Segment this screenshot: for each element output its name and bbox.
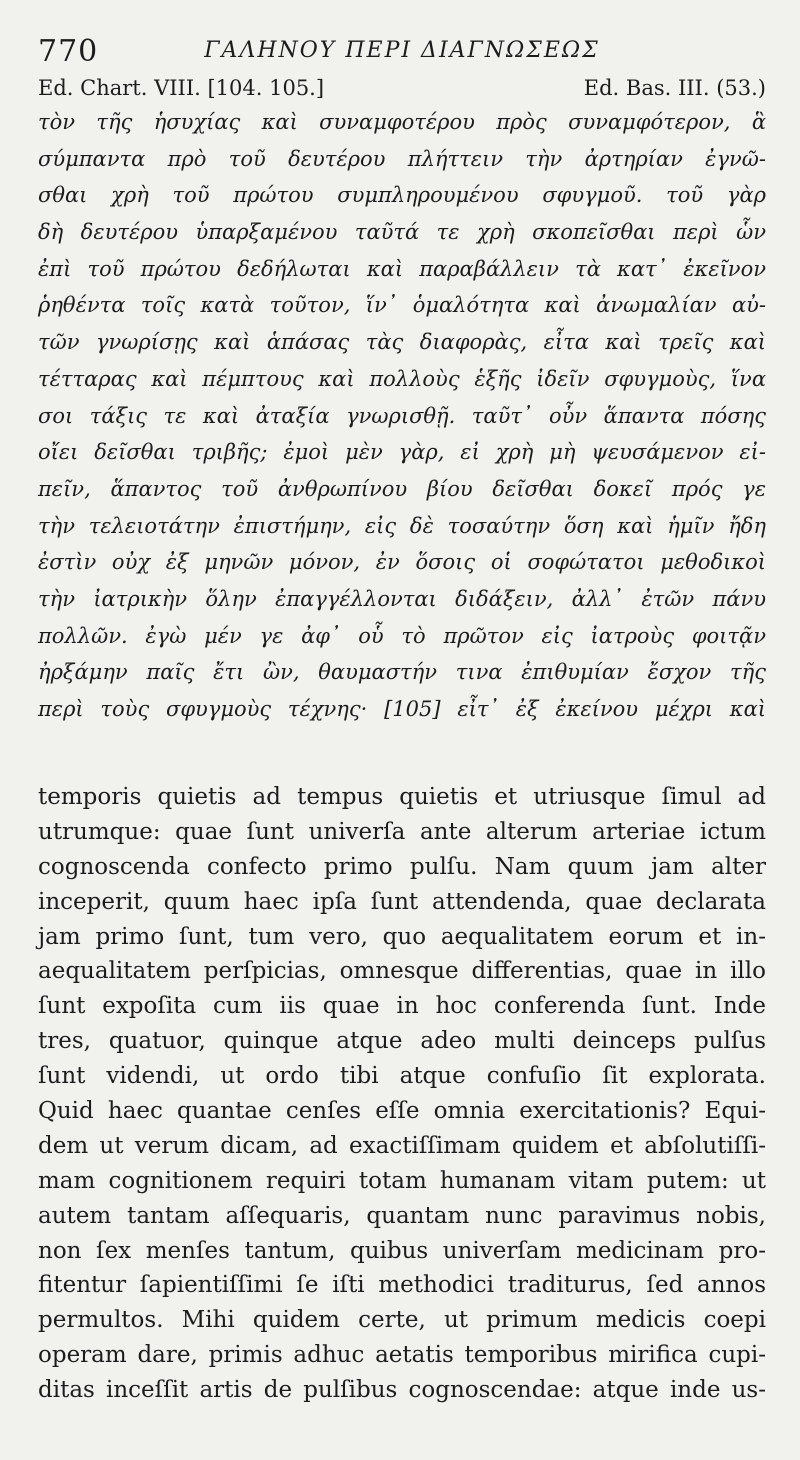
- edition-reference-basel: Ed. Bas. III. (53.): [583, 76, 766, 100]
- greek-text-line: ῥηθέντα τοῖς κατὰ τοῦτον, ἵν᾽ ὁμαλότητα καὶ ἀνωμαλίαν αὐ-: [38, 293, 766, 318]
- greek-text-line: περὶ τοὺς σφυγμοὺς τέχνης· [105] εἶτ᾽ ἐξ ἐκείνου μέχρι καὶ: [38, 697, 766, 721]
- latin-text-line: utrumque: quae ſunt univerſa ante alterum arteriae ictum: [38, 818, 766, 845]
- latin-text-line: tres, quatuor, quinque atque adeo multi deinceps pulſus: [38, 1028, 766, 1055]
- latin-text-line: ſunt expoſita cum iis quae in hoc conferenda ſunt. Inde: [38, 993, 766, 1020]
- greek-text-line: τέτταρας καὶ πέμπτους καὶ πολλοὺς ἑξῆς ἰδεῖν σφυγμοὺς, ἵνα: [38, 366, 766, 391]
- greek-text-line: ἐπὶ τοῦ πρώτου δεδήλωται καὶ παραβάλλειν τὰ κατ᾽ ἐκεῖνον: [38, 256, 766, 281]
- latin-text-line: jam primo ſunt, tum vero, quo aequalitatem eorum et in-: [38, 923, 766, 950]
- latin-text-line: operam dare, primis adhuc aetatis temporibus mirifica cupi-: [38, 1342, 766, 1369]
- greek-text-line: τὸν τῆς ἡσυχίας καὶ συναμφοτέρου πρὸς συναμφότερον, ἃ: [38, 110, 766, 134]
- greek-text-line: πολλῶν. ἐγὼ μέν γε ἀφ᾽ οὗ τὸ πρῶτον εἰς ἰατροὺς φοιτᾷν: [38, 623, 766, 648]
- latin-text-line: non ſex menſes tantum, quibus univerſam medicinam pro-: [38, 1237, 766, 1264]
- latin-text-line: cognoscenda confecto primo pulſu. Nam quum jam alter: [38, 853, 766, 880]
- page-header: [38, 34, 766, 70]
- latin-text-line: inceperit, quum haec ipſa ſunt attendenda, quae declarata: [38, 888, 766, 915]
- latin-text-line: fitentur ſapientiſſimi ſe iſti methodici traditurus, ſed annos: [38, 1272, 766, 1299]
- latin-text-line: aequalitatem perſpicias, omnesque differentias, quae in illo: [38, 958, 766, 985]
- greek-text-line: δὴ δευτέρου ὑπαρξαμένου ταῦτά τε χρὴ σκοπεῖσθαι περὶ ὧν: [38, 220, 766, 245]
- latin-text-line: ſunt videndi, ut ordo tibi atque confuſio ſit explorata.: [38, 1063, 766, 1090]
- latin-text-line: Quid haec quantae cenſes eſſe omnia exercitationis? Equi-: [38, 1098, 766, 1125]
- greek-text-line: τὴν ἰατρικὴν ὅλην ἐπαγγέλλονται διδάξειν, ἀλλ᾽ ἐτῶν πάνυ: [38, 586, 766, 611]
- edition-reference-chartier: Ed. Chart. VIII. [104. 105.]: [38, 76, 325, 100]
- greek-text-line: τῶν γνωρίσῃς καὶ ἁπάσας τὰς διαφορὰς, εἶτα καὶ τρεῖς καὶ: [38, 330, 766, 355]
- edition-references: [38, 76, 766, 106]
- running-title: ΓΑΛΗΝΟΥ ΠΕΡΙ ΔΙΑΓΝΩΣΕΩΣ: [204, 38, 600, 63]
- greek-text-line: οἴει δεῖσθαι τριβῆς; ἐμοὶ μὲν γὰρ, εἰ χρὴ μὴ ψευσάμενον εἰ-: [38, 440, 766, 465]
- latin-text-line: temporis quietis ad tempus quietis et utriusque ſimul ad: [38, 784, 766, 810]
- latin-text-line: dem ut verum dicam, ad exactiſſimam quidem et abſolutiſſi-: [38, 1132, 766, 1159]
- latin-text-line: permultos. Mihi quidem certe, ut primum medicis coepi: [38, 1307, 766, 1334]
- greek-text-block: [38, 104, 766, 728]
- latin-text-line: autem tantam aſſequaris, quantam nunc paravimus nobis,: [38, 1202, 766, 1229]
- greek-text-line: πεῖν, ἅπαντος τοῦ ἀνθρωπίνου βίου δεῖσθαι δοκεῖ πρός γε: [38, 476, 766, 501]
- greek-text-line: τὴν τελειοτάτην ἐπιστήμην, εἰς δὲ τοσαύτην ὅση καὶ ἡμῖν ἤδη: [38, 513, 766, 538]
- greek-text-line: σθαι χρὴ τοῦ πρώτου συμπληρουμένου σφυγμοῦ. τοῦ γὰρ: [38, 183, 766, 208]
- latin-text-line: ditas inceſſit artis de pulſibus cognoscendae: atque inde us-: [38, 1377, 766, 1404]
- greek-text-line: σύμπαντα πρὸ τοῦ δευτέρου πλήττειν τὴν ἀρτηρίαν ἐγνῶ-: [38, 146, 766, 171]
- latin-text-block: [38, 780, 766, 1408]
- greek-text-line: ἠρξάμην παῖς ἔτι ὢν, θαυμαστήν τινα ἐπιθυμίαν ἔσχον τῆς: [38, 660, 766, 685]
- greek-text-line: ἐστὶν οὐχ ἐξ μηνῶν μόνον, ἐν ὅσοις οἱ σοφώτατοι μεθοδικοὶ: [38, 550, 766, 575]
- greek-text-line: σοι τάξις τε καὶ ἀταξία γνωρισθῇ. ταῦτ᾽ οὖν ἅπαντα πόσης: [38, 403, 766, 428]
- page-number: 770: [38, 34, 99, 69]
- latin-text-line: mam cognitionem requiri totam humanam vitam putem: ut: [38, 1167, 766, 1194]
